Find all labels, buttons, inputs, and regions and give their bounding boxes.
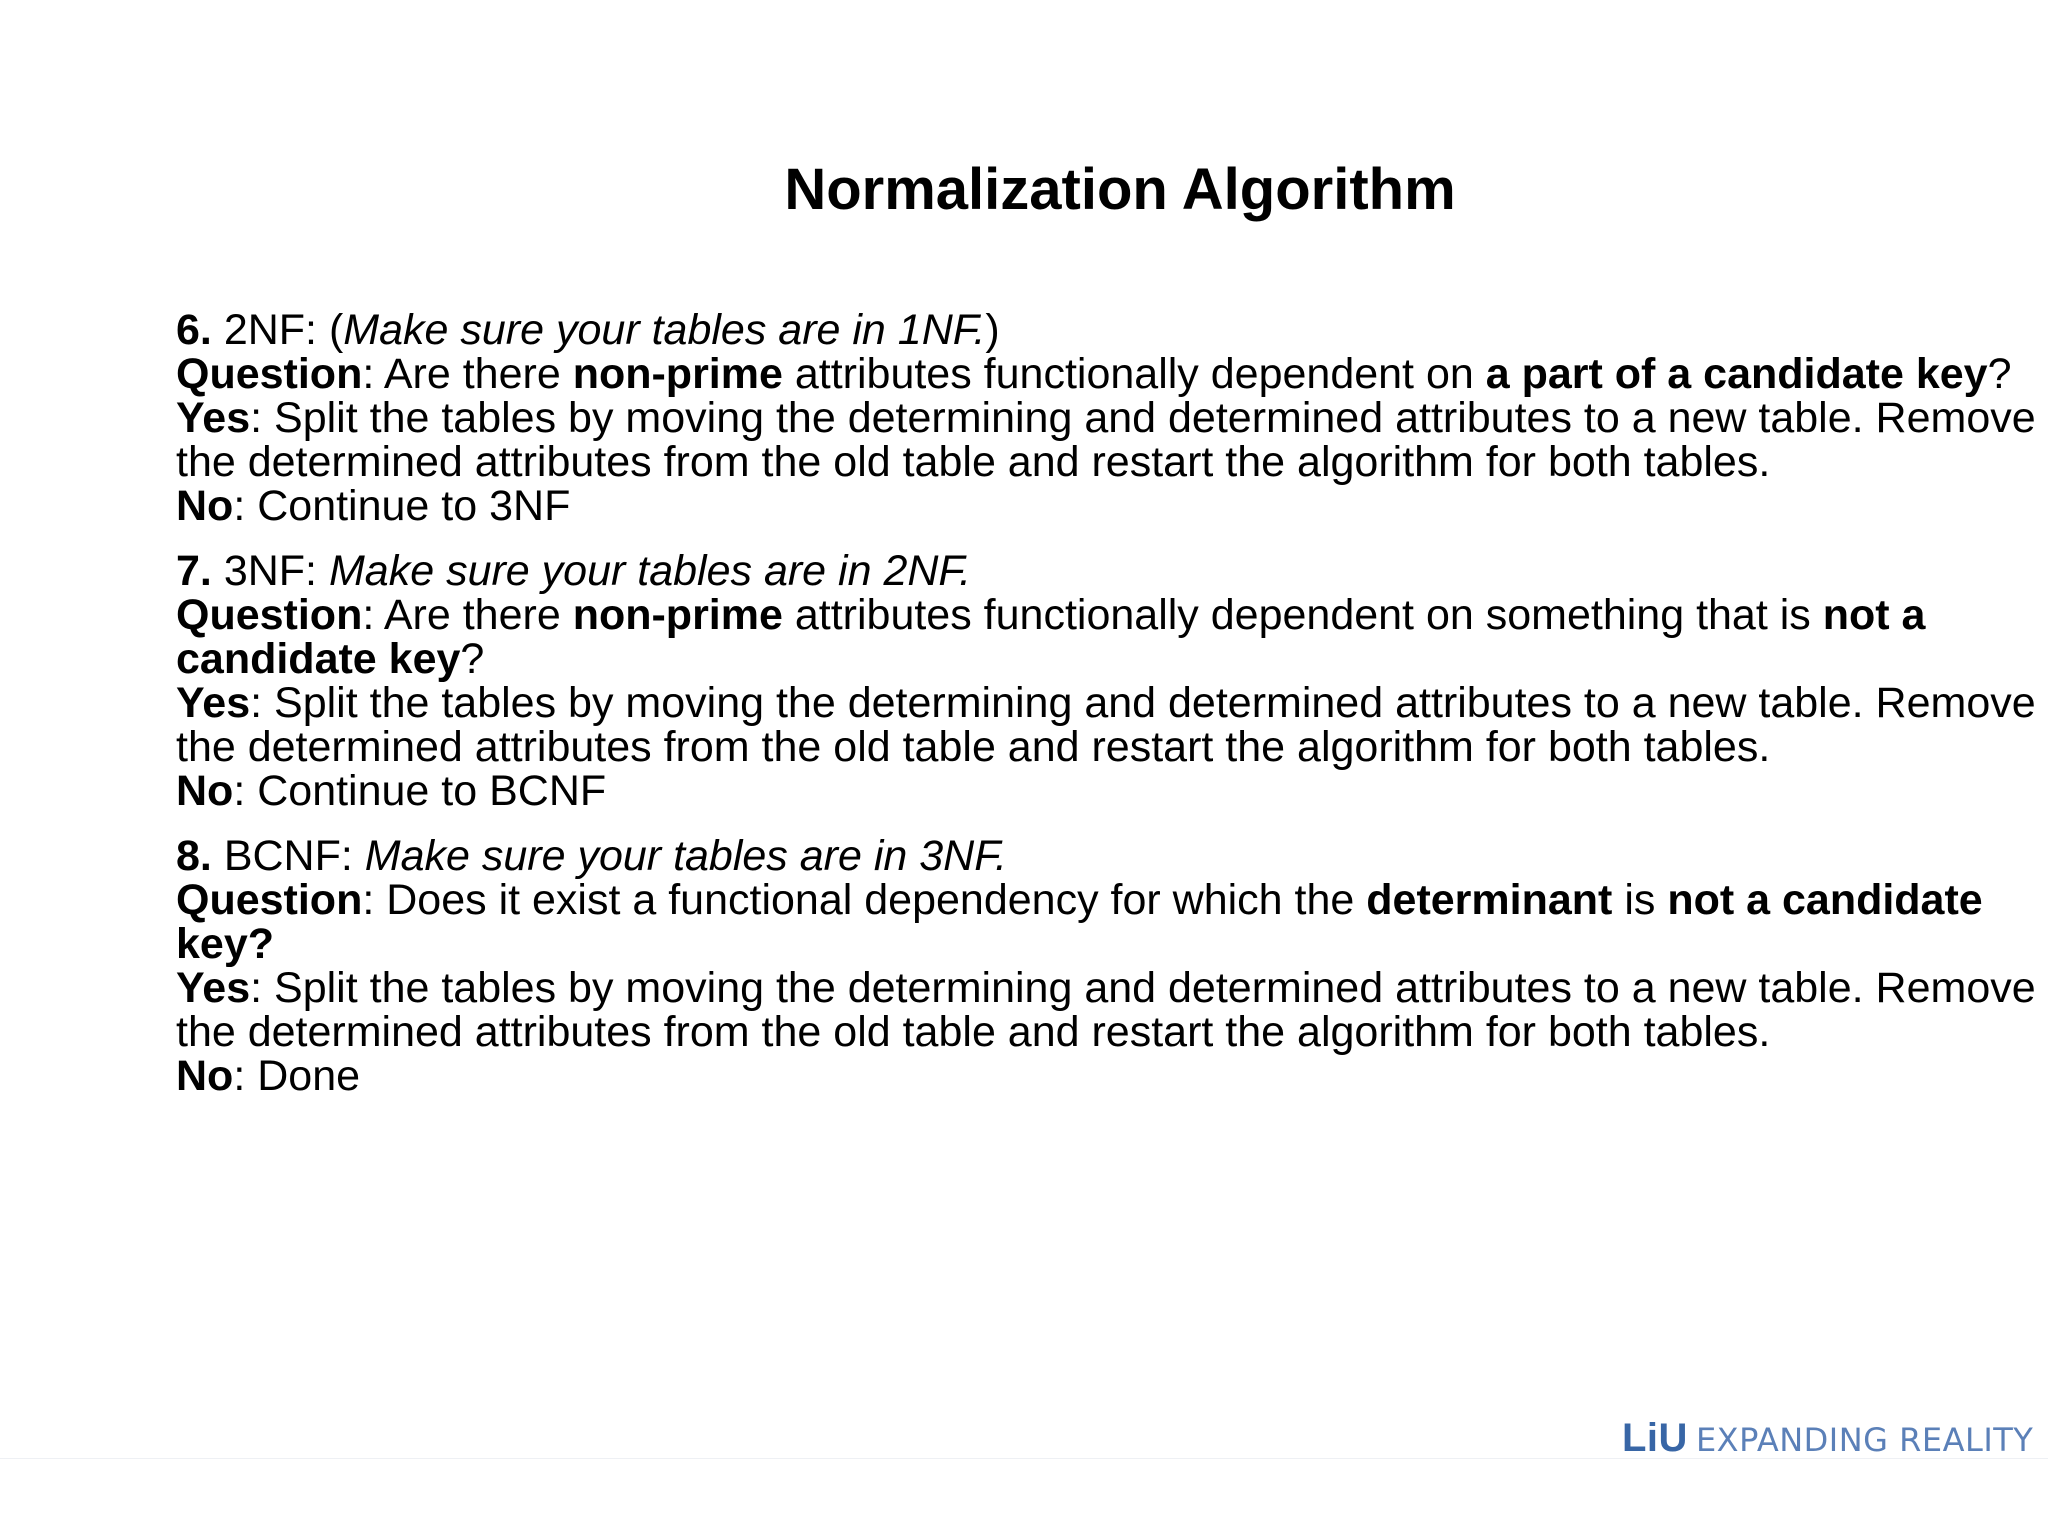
question-text: : Does it exist a functional dependency for which the [362,876,1367,924]
step-heading [176,308,2036,352]
step-heading [176,834,2036,878]
yes-label: Yes [176,394,251,442]
no-line [176,484,2036,528]
question-text: : Are there [362,350,573,398]
question-label: Question [176,350,363,398]
logo-tagline: EXPANDING REALITY [1695,1421,2034,1459]
question-text: ? [1987,350,2012,398]
yes-text: : Split the tables by moving the determining and determined attributes to a new table. Remove the determined attributes from the old table and restart the algorithm for both tables. [176,394,2036,486]
slide-title: Normalization Algorithm [784,157,1456,222]
liu-logo [1622,1416,2033,1462]
yes-text: : Split the tables by moving the determining and determined attributes to a new table. Remove the determined attributes from the old table and restart the algorithm for both tables. [176,964,2036,1056]
question-text: : Are there [362,591,573,639]
yes-label: Yes [176,964,251,1012]
step-number: 8. [176,832,212,880]
step-3nf [176,549,2036,813]
no-text: : Continue to BCNF [233,767,607,815]
question-emphasis: determinant [1366,876,1613,924]
step-heading [176,549,2036,593]
question-line [176,352,2036,396]
logo-brand: LiU [1622,1416,1688,1460]
step-note: Make sure your tables are in 1NF. [343,306,986,354]
step-form: 3NF: [223,547,318,595]
no-line [176,769,2036,813]
question-label: Question [176,876,363,924]
question-emphasis: non-prime [572,350,783,398]
yes-line [176,681,2036,769]
question-label: Question [176,591,363,639]
step-note: Make sure your tables are in 3NF. [364,832,1007,880]
step-number: 7. [176,547,212,595]
no-label: No [176,1052,234,1100]
question-line [176,593,2036,681]
question-text: attributes functionally dependent on [782,350,1486,398]
question-emphasis: not a candidate key [176,591,1926,683]
note-open-paren: ( [328,306,344,354]
yes-line [176,396,2036,484]
step-form: 2NF: [223,306,318,354]
no-label: No [176,767,234,815]
question-text: is [1612,876,1668,924]
slide-content [176,308,2036,1119]
no-text: : Continue to 3NF [233,482,571,530]
no-text: : Done [233,1052,361,1100]
yes-label: Yes [176,679,251,727]
question-emphasis: non-prime [572,591,783,639]
step-note: Make sure your tables are in 2NF. [328,547,972,595]
yes-line [176,966,2036,1054]
step-bcnf [176,834,2036,1098]
question-text: attributes functionally dependent on something that is [782,591,1823,639]
step-number: 6. [176,306,212,354]
yes-text: : Split the tables by moving the determining and determined attributes to a new table. Remove the determined attributes from the old table and restart the algorithm for both tables. [176,679,2036,771]
note-close-paren: ) [985,306,1000,354]
no-label: No [176,482,234,530]
step-2nf [176,308,2036,528]
question-emphasis: a part of a candidate key [1485,350,1988,398]
step-form: BCNF: [223,832,353,880]
question-text: ? [460,635,485,683]
question-line [176,878,2036,966]
question-emphasis: not a candidate key? [176,876,1983,968]
no-line [176,1054,2036,1098]
